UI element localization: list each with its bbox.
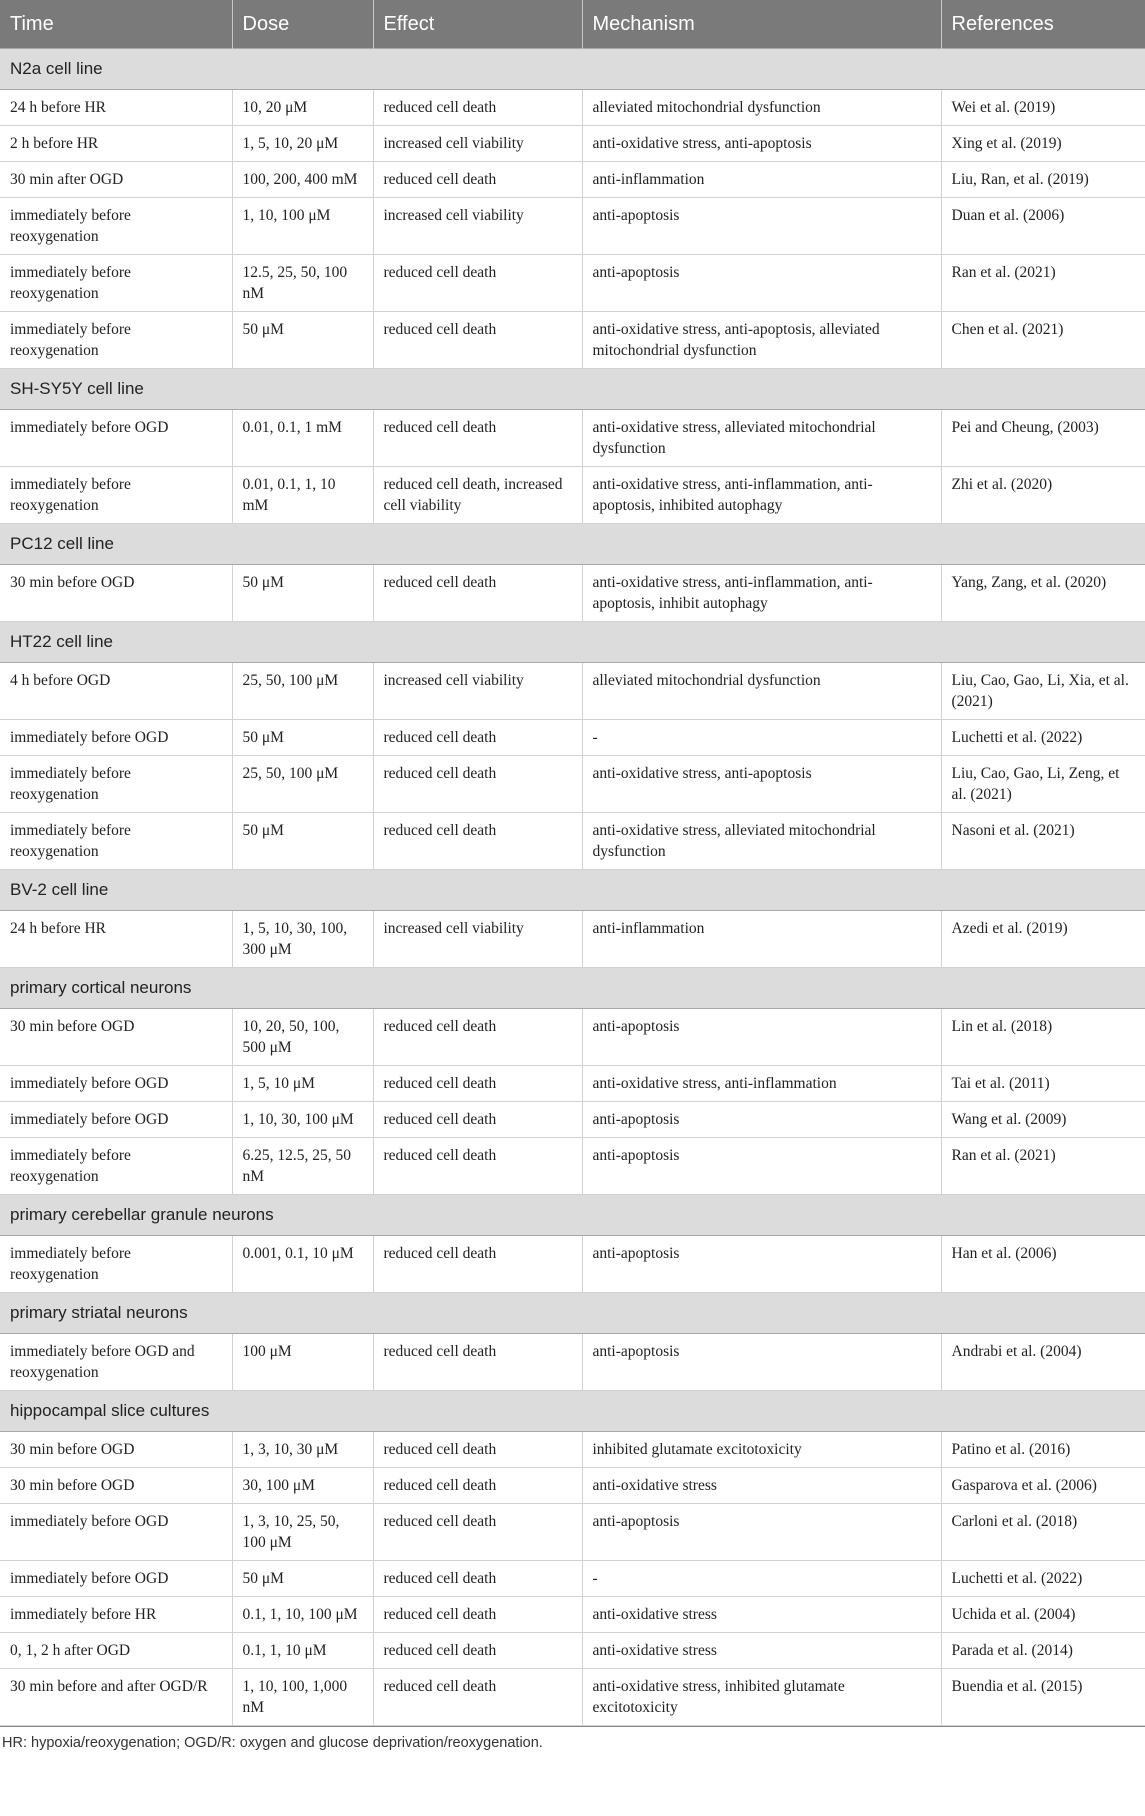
group-title: primary cerebellar granule neurons bbox=[0, 1195, 1145, 1236]
time-cell: immediately before OGD bbox=[0, 1561, 232, 1597]
time-cell: immediately before reoxygenation bbox=[0, 1236, 232, 1293]
group-header-row bbox=[0, 1195, 1145, 1236]
mechanism-cell: anti-apoptosis bbox=[582, 1009, 941, 1066]
effect-cell: reduced cell death bbox=[373, 1236, 582, 1293]
dose-cell: 50 μM bbox=[232, 312, 373, 369]
effect-cell: reduced cell death bbox=[373, 90, 582, 126]
dose-cell: 1, 3, 10, 30 μM bbox=[232, 1432, 373, 1468]
table-row bbox=[0, 1066, 1145, 1102]
table-row bbox=[0, 1561, 1145, 1597]
table-row bbox=[0, 90, 1145, 126]
mechanism-cell: anti-inflammation bbox=[582, 911, 941, 968]
mechanism-cell: anti-oxidative stress bbox=[582, 1633, 941, 1669]
time-cell: immediately before OGD bbox=[0, 720, 232, 756]
effect-cell: reduced cell death bbox=[373, 1334, 582, 1391]
effect-cell: increased cell viability bbox=[373, 126, 582, 162]
group-header-row bbox=[0, 870, 1145, 911]
dose-cell: 0.001, 0.1, 10 μM bbox=[232, 1236, 373, 1293]
group-title: HT22 cell line bbox=[0, 622, 1145, 663]
mechanism-cell: anti-oxidative stress, alleviated mitochondrial dysfunction bbox=[582, 410, 941, 467]
group-title: hippocampal slice cultures bbox=[0, 1391, 1145, 1432]
effect-cell: reduced cell death bbox=[373, 410, 582, 467]
mechanism-cell: anti-inflammation bbox=[582, 162, 941, 198]
dose-cell: 10, 20, 50, 100, 500 μM bbox=[232, 1009, 373, 1066]
effect-cell: reduced cell death bbox=[373, 1561, 582, 1597]
dose-cell: 1, 10, 100, 1,000 nM bbox=[232, 1669, 373, 1726]
dose-cell: 0.01, 0.1, 1 mM bbox=[232, 410, 373, 467]
table-row bbox=[0, 1138, 1145, 1195]
reference-cell: Luchetti et al. (2022) bbox=[941, 720, 1145, 756]
mechanism-cell: anti-oxidative stress, anti-inflammation, anti-apoptosis, inhibited autophagy bbox=[582, 467, 941, 524]
mechanism-cell: alleviated mitochondrial dysfunction bbox=[582, 663, 941, 720]
effect-cell: reduced cell death, increased cell viability bbox=[373, 467, 582, 524]
mechanism-cell: anti-apoptosis bbox=[582, 1102, 941, 1138]
mechanism-cell: anti-oxidative stress, anti-apoptosis bbox=[582, 756, 941, 813]
mechanism-cell: anti-oxidative stress, anti-inflammation, anti-apoptosis, inhibit autophagy bbox=[582, 565, 941, 622]
group-header-row bbox=[0, 524, 1145, 565]
table-row bbox=[0, 1669, 1145, 1726]
effect-cell: reduced cell death bbox=[373, 720, 582, 756]
reference-cell: Liu, Cao, Gao, Li, Zeng, et al. (2021) bbox=[941, 756, 1145, 813]
reference-cell: Xing et al. (2019) bbox=[941, 126, 1145, 162]
dose-cell: 1, 5, 10, 30, 100, 300 μM bbox=[232, 911, 373, 968]
dose-cell: 50 μM bbox=[232, 1561, 373, 1597]
dose-cell: 50 μM bbox=[232, 813, 373, 870]
dose-cell: 1, 10, 100 μM bbox=[232, 198, 373, 255]
table-body bbox=[0, 49, 1145, 1726]
table-row bbox=[0, 1334, 1145, 1391]
dose-cell: 1, 10, 30, 100 μM bbox=[232, 1102, 373, 1138]
table-row bbox=[0, 1468, 1145, 1504]
reference-cell: Pei and Cheung, (2003) bbox=[941, 410, 1145, 467]
time-cell: 24 h before HR bbox=[0, 90, 232, 126]
header-row bbox=[0, 0, 1145, 49]
column-header-mechanism: Mechanism bbox=[582, 0, 941, 49]
table-row bbox=[0, 565, 1145, 622]
group-header-row bbox=[0, 968, 1145, 1009]
table-row bbox=[0, 911, 1145, 968]
effect-cell: reduced cell death bbox=[373, 1066, 582, 1102]
time-cell: 30 min before and after OGD/R bbox=[0, 1669, 232, 1726]
table-row bbox=[0, 1633, 1145, 1669]
mechanism-cell: anti-oxidative stress, inhibited glutamate excitotoxicity bbox=[582, 1669, 941, 1726]
reference-cell: Gasparova et al. (2006) bbox=[941, 1468, 1145, 1504]
mechanism-cell: anti-apoptosis bbox=[582, 1138, 941, 1195]
table-row bbox=[0, 126, 1145, 162]
table-row bbox=[0, 720, 1145, 756]
table-row bbox=[0, 1009, 1145, 1066]
effect-cell: reduced cell death bbox=[373, 1009, 582, 1066]
time-cell: 2 h before HR bbox=[0, 126, 232, 162]
effect-cell: reduced cell death bbox=[373, 1504, 582, 1561]
group-header-row bbox=[0, 1293, 1145, 1334]
group-header-row bbox=[0, 1391, 1145, 1432]
time-cell: 0, 1, 2 h after OGD bbox=[0, 1633, 232, 1669]
effect-cell: reduced cell death bbox=[373, 1633, 582, 1669]
effect-cell: reduced cell death bbox=[373, 1669, 582, 1726]
mechanism-cell: anti-oxidative stress bbox=[582, 1468, 941, 1504]
mechanism-cell: anti-apoptosis bbox=[582, 1504, 941, 1561]
dose-cell: 50 μM bbox=[232, 565, 373, 622]
reference-cell: Wei et al. (2019) bbox=[941, 90, 1145, 126]
reference-cell: Duan et al. (2006) bbox=[941, 198, 1145, 255]
table-row bbox=[0, 162, 1145, 198]
group-header-row bbox=[0, 622, 1145, 663]
time-cell: immediately before OGD bbox=[0, 1066, 232, 1102]
dose-cell: 1, 5, 10, 20 μM bbox=[232, 126, 373, 162]
mechanism-cell: anti-apoptosis bbox=[582, 198, 941, 255]
dose-cell: 100 μM bbox=[232, 1334, 373, 1391]
reference-cell: Chen et al. (2021) bbox=[941, 312, 1145, 369]
time-cell: immediately before OGD bbox=[0, 1504, 232, 1561]
dose-cell: 10, 20 μM bbox=[232, 90, 373, 126]
time-cell: immediately before OGD bbox=[0, 410, 232, 467]
column-header-dose: Dose bbox=[232, 0, 373, 49]
reference-cell: Liu, Cao, Gao, Li, Xia, et al. (2021) bbox=[941, 663, 1145, 720]
effect-cell: reduced cell death bbox=[373, 565, 582, 622]
reference-cell: Parada et al. (2014) bbox=[941, 1633, 1145, 1669]
mechanism-cell: anti-oxidative stress, anti-apoptosis bbox=[582, 126, 941, 162]
reference-cell: Ran et al. (2021) bbox=[941, 255, 1145, 312]
time-cell: 30 min before OGD bbox=[0, 1468, 232, 1504]
mechanism-cell: anti-oxidative stress, anti-inflammation bbox=[582, 1066, 941, 1102]
table-row bbox=[0, 756, 1145, 813]
effect-cell: increased cell viability bbox=[373, 663, 582, 720]
reference-cell: Liu, Ran, et al. (2019) bbox=[941, 162, 1145, 198]
reference-cell: Tai et al. (2011) bbox=[941, 1066, 1145, 1102]
table-row bbox=[0, 813, 1145, 870]
group-header-row bbox=[0, 49, 1145, 90]
column-header-effect: Effect bbox=[373, 0, 582, 49]
column-header-time: Time bbox=[0, 0, 232, 49]
group-title: primary striatal neurons bbox=[0, 1293, 1145, 1334]
time-cell: 30 min before OGD bbox=[0, 1009, 232, 1066]
dose-cell: 100, 200, 400 mM bbox=[232, 162, 373, 198]
mechanism-cell: anti-oxidative stress bbox=[582, 1597, 941, 1633]
group-title: primary cortical neurons bbox=[0, 968, 1145, 1009]
reference-cell: Ran et al. (2021) bbox=[941, 1138, 1145, 1195]
dose-cell: 0.1, 1, 10 μM bbox=[232, 1633, 373, 1669]
reference-cell: Han et al. (2006) bbox=[941, 1236, 1145, 1293]
mechanism-cell: anti-apoptosis bbox=[582, 255, 941, 312]
reference-cell: Wang et al. (2009) bbox=[941, 1102, 1145, 1138]
dose-cell: 1, 5, 10 μM bbox=[232, 1066, 373, 1102]
reference-cell: Carloni et al. (2018) bbox=[941, 1504, 1145, 1561]
dose-cell: 25, 50, 100 μM bbox=[232, 756, 373, 813]
effect-cell: reduced cell death bbox=[373, 756, 582, 813]
mechanism-cell: - bbox=[582, 1561, 941, 1597]
reference-cell: Nasoni et al. (2021) bbox=[941, 813, 1145, 870]
reference-cell: Uchida et al. (2004) bbox=[941, 1597, 1145, 1633]
dose-cell: 0.01, 0.1, 1, 10 mM bbox=[232, 467, 373, 524]
column-header-references: References bbox=[941, 0, 1145, 49]
time-cell: 4 h before OGD bbox=[0, 663, 232, 720]
table-row bbox=[0, 255, 1145, 312]
time-cell: 24 h before HR bbox=[0, 911, 232, 968]
reference-cell: Andrabi et al. (2004) bbox=[941, 1334, 1145, 1391]
table-row bbox=[0, 663, 1145, 720]
table-row bbox=[0, 1102, 1145, 1138]
table-row bbox=[0, 1504, 1145, 1561]
effect-cell: reduced cell death bbox=[373, 1597, 582, 1633]
table-row bbox=[0, 1432, 1145, 1468]
group-header-row bbox=[0, 369, 1145, 410]
table-row bbox=[0, 1597, 1145, 1633]
effect-cell: reduced cell death bbox=[373, 813, 582, 870]
dose-cell: 12.5, 25, 50, 100 nM bbox=[232, 255, 373, 312]
dose-cell: 6.25, 12.5, 25, 50 nM bbox=[232, 1138, 373, 1195]
mechanism-cell: inhibited glutamate excitotoxicity bbox=[582, 1432, 941, 1468]
table-row bbox=[0, 1236, 1145, 1293]
time-cell: immediately before OGD and reoxygenation bbox=[0, 1334, 232, 1391]
time-cell: immediately before reoxygenation bbox=[0, 255, 232, 312]
time-cell: immediately before reoxygenation bbox=[0, 467, 232, 524]
time-cell: 30 min before OGD bbox=[0, 1432, 232, 1468]
reference-cell: Yang, Zang, et al. (2020) bbox=[941, 565, 1145, 622]
reference-cell: Luchetti et al. (2022) bbox=[941, 1561, 1145, 1597]
effect-cell: reduced cell death bbox=[373, 1468, 582, 1504]
reference-cell: Zhi et al. (2020) bbox=[941, 467, 1145, 524]
group-title: N2a cell line bbox=[0, 49, 1145, 90]
mechanism-cell: anti-apoptosis bbox=[582, 1236, 941, 1293]
effect-cell: increased cell viability bbox=[373, 198, 582, 255]
time-cell: immediately before reoxygenation bbox=[0, 756, 232, 813]
time-cell: immediately before reoxygenation bbox=[0, 312, 232, 369]
reference-cell: Lin et al. (2018) bbox=[941, 1009, 1145, 1066]
time-cell: immediately before HR bbox=[0, 1597, 232, 1633]
dose-cell: 50 μM bbox=[232, 720, 373, 756]
group-title: PC12 cell line bbox=[0, 524, 1145, 565]
table-row bbox=[0, 198, 1145, 255]
effect-cell: reduced cell death bbox=[373, 255, 582, 312]
table-row bbox=[0, 410, 1145, 467]
table-row bbox=[0, 312, 1145, 369]
mechanism-cell: anti-apoptosis bbox=[582, 1334, 941, 1391]
time-cell: immediately before reoxygenation bbox=[0, 198, 232, 255]
effect-cell: reduced cell death bbox=[373, 1102, 582, 1138]
effect-cell: reduced cell death bbox=[373, 312, 582, 369]
effect-cell: increased cell viability bbox=[373, 911, 582, 968]
reference-cell: Azedi et al. (2019) bbox=[941, 911, 1145, 968]
group-title: SH-SY5Y cell line bbox=[0, 369, 1145, 410]
reference-cell: Patino et al. (2016) bbox=[941, 1432, 1145, 1468]
reference-cell: Buendia et al. (2015) bbox=[941, 1669, 1145, 1726]
effect-cell: reduced cell death bbox=[373, 1432, 582, 1468]
table-header bbox=[0, 0, 1145, 49]
table-row bbox=[0, 467, 1145, 524]
table-footnote: HR: hypoxia/reoxygenation; OGD/R: oxygen and glucose deprivation/reoxygenation. bbox=[0, 1726, 1145, 1751]
mechanism-cell: anti-oxidative stress, alleviated mitochondrial dysfunction bbox=[582, 813, 941, 870]
effect-cell: reduced cell death bbox=[373, 1138, 582, 1195]
mechanism-cell: - bbox=[582, 720, 941, 756]
mechanism-cell: anti-oxidative stress, anti-apoptosis, alleviated mitochondrial dysfunction bbox=[582, 312, 941, 369]
dose-cell: 1, 3, 10, 25, 50, 100 μM bbox=[232, 1504, 373, 1561]
time-cell: 30 min after OGD bbox=[0, 162, 232, 198]
time-cell: immediately before OGD bbox=[0, 1102, 232, 1138]
group-title: BV-2 cell line bbox=[0, 870, 1145, 911]
dose-cell: 0.1, 1, 10, 100 μM bbox=[232, 1597, 373, 1633]
mechanism-cell: alleviated mitochondrial dysfunction bbox=[582, 90, 941, 126]
time-cell: immediately before reoxygenation bbox=[0, 813, 232, 870]
effect-cell: reduced cell death bbox=[373, 162, 582, 198]
time-cell: 30 min before OGD bbox=[0, 565, 232, 622]
dose-cell: 25, 50, 100 μM bbox=[232, 663, 373, 720]
time-cell: immediately before reoxygenation bbox=[0, 1138, 232, 1195]
dose-cell: 30, 100 μM bbox=[232, 1468, 373, 1504]
